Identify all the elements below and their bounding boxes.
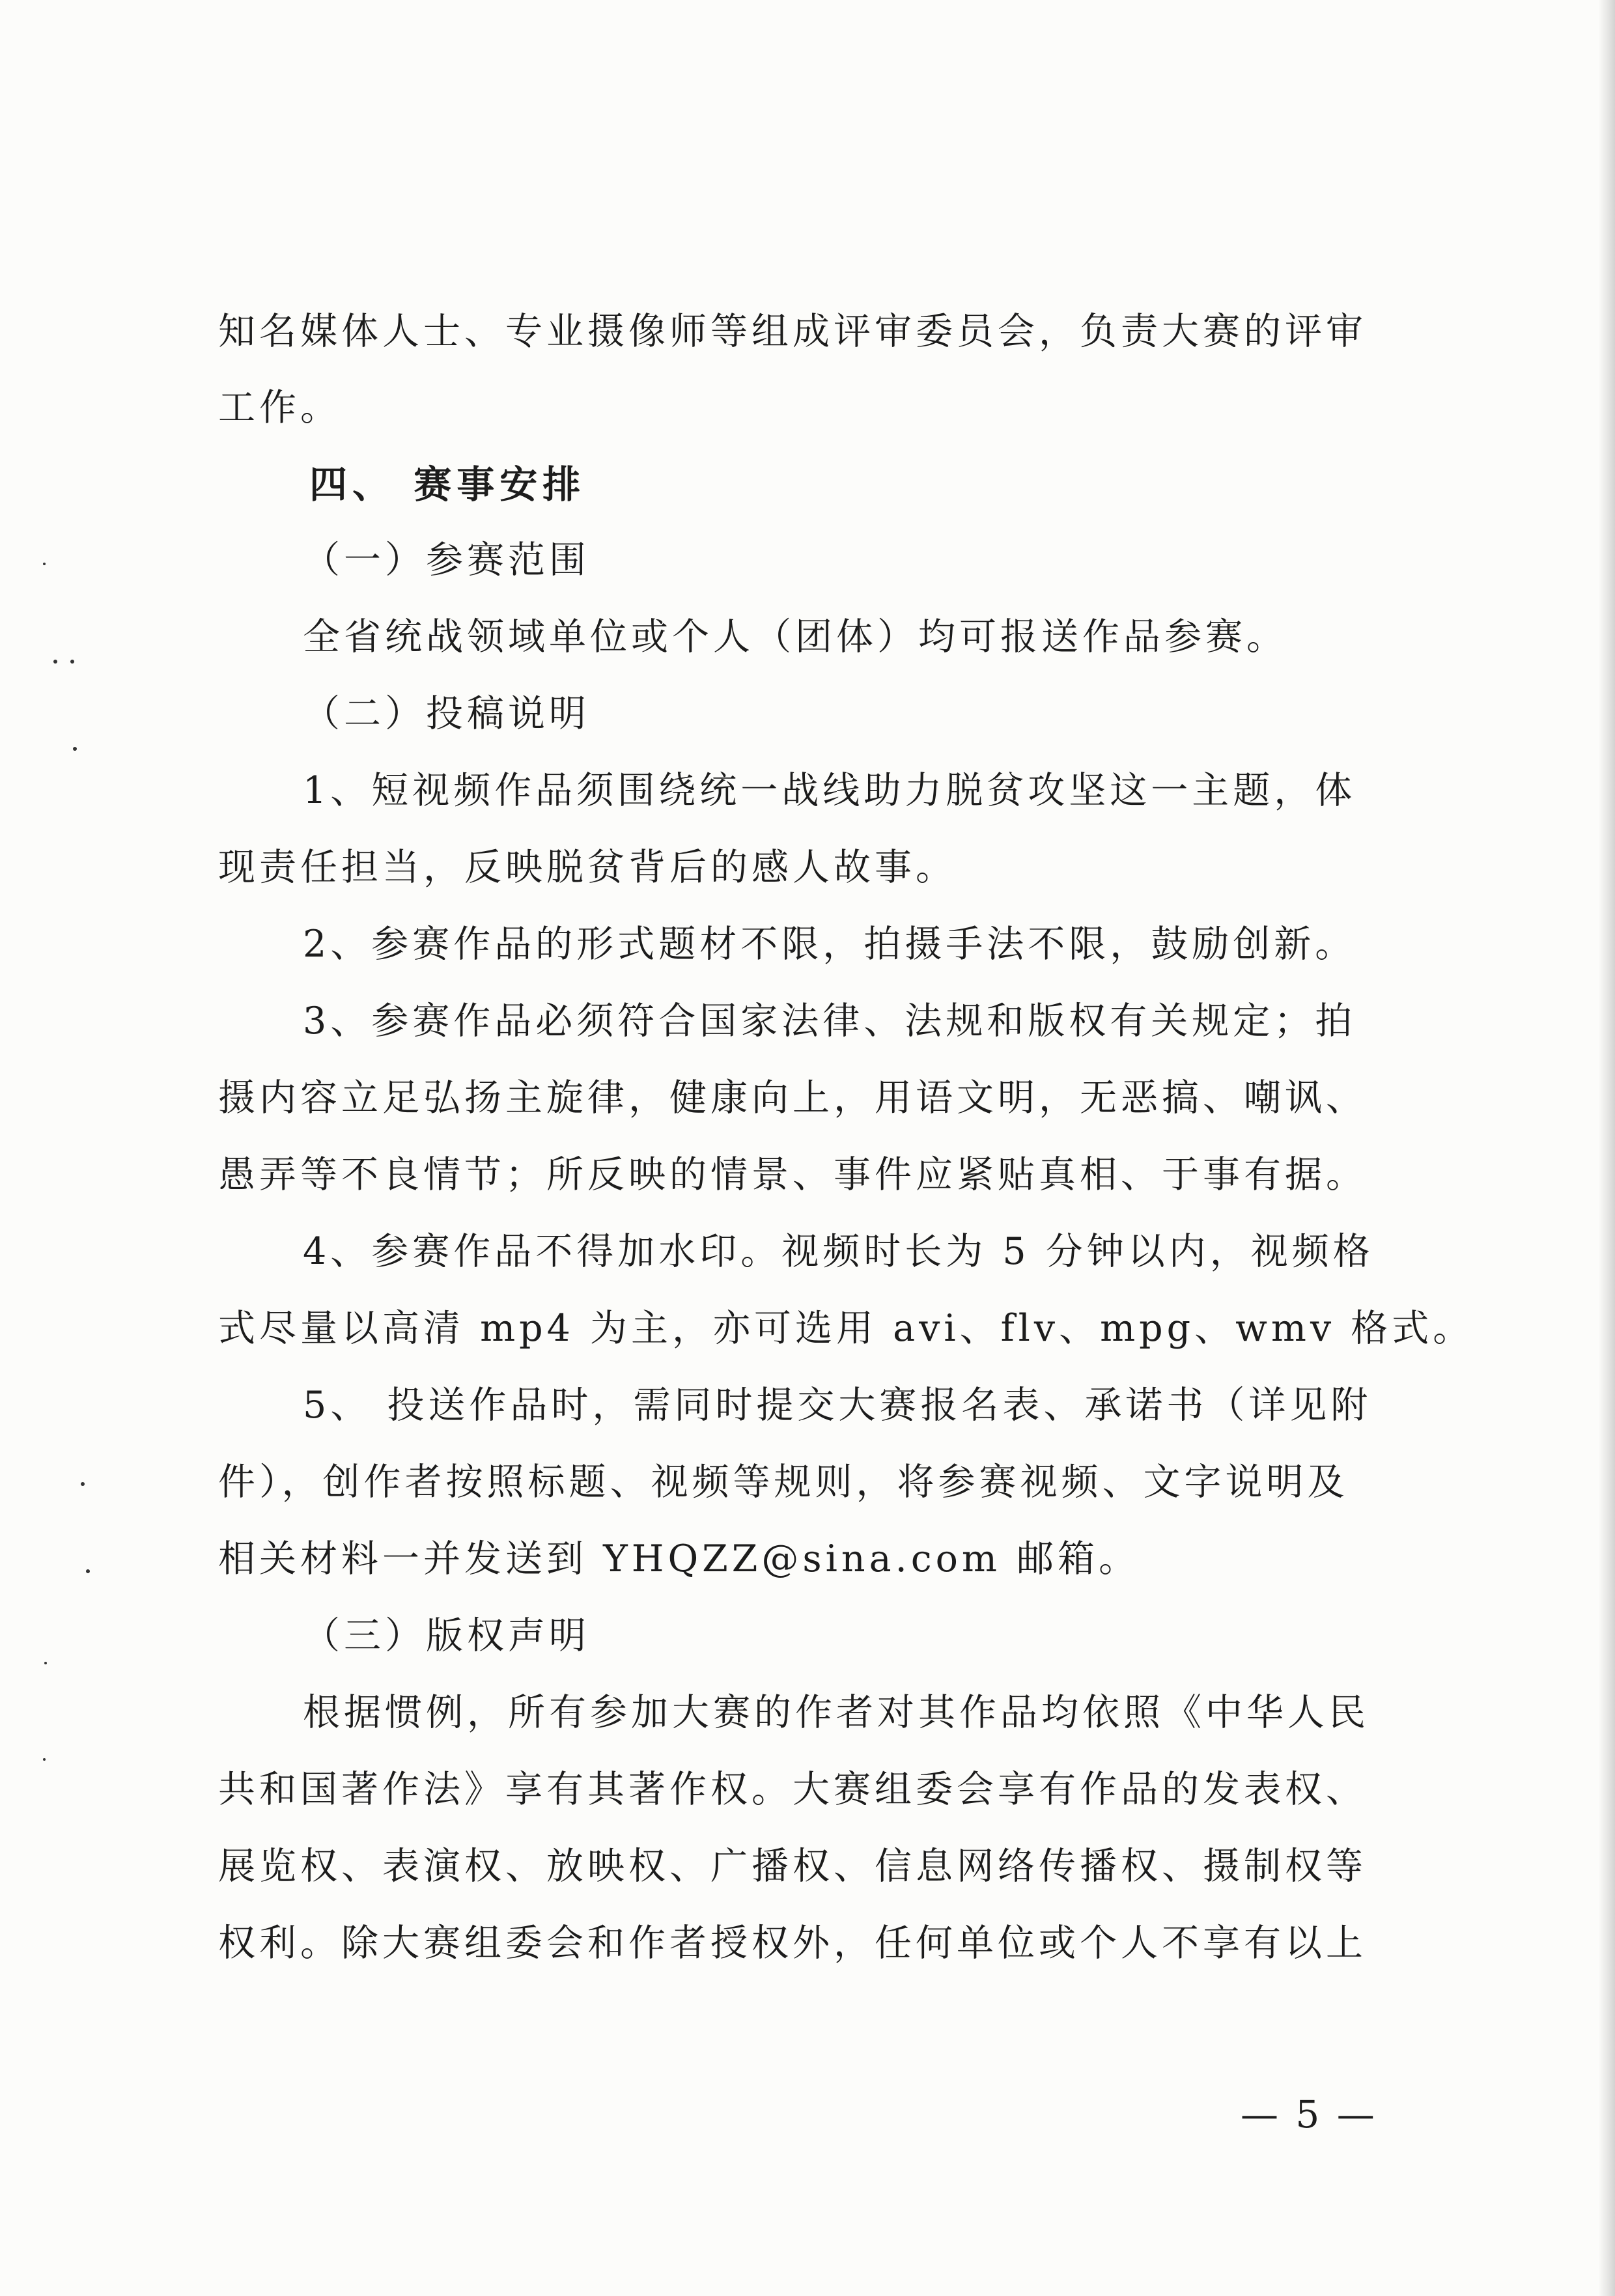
paragraph-line: 1、短视频作品须围绕统一战线助力脱贫攻坚这一主题，体 [303, 769, 1356, 812]
paragraph-line: 全省统战领域单位或个人（团体）均可报送作品参赛。 [303, 615, 1287, 658]
paragraph-line: 相关材料一并发送到 YHQZZ@sina.com 邮箱。 [218, 1537, 1140, 1580]
paragraph-line: 3、参赛作品必须符合国家法律、法规和版权有关规定；拍 [303, 1000, 1356, 1043]
paragraph-line: 工作。 [218, 386, 341, 429]
paragraph-line: 摄内容立足弘扬主旋律，健康向上，用语文明，无恶搞、嘲讽、 [218, 1076, 1367, 1119]
paragraph-line: 式尽量以高清 mp4 为主，亦可选用 avi、flv、mpg、wmv 格式。 [218, 1307, 1474, 1350]
scan-speck [81, 1482, 85, 1486]
subsection-heading: （二）投稿说明 [303, 692, 590, 735]
paragraph-line: 共和国著作法》享有其著作权。大赛组委会享有作品的发表权、 [218, 1768, 1367, 1811]
subsection-heading: （三）版权声明 [303, 1614, 590, 1657]
scan-speck [53, 660, 57, 664]
scan-speck [70, 660, 74, 664]
paragraph-line: 展览权、表演权、放映权、广播权、信息网络传播权、摄制权等 [218, 1845, 1367, 1888]
scan-speck [73, 747, 77, 751]
scan-edge-shadow [1598, 0, 1615, 2296]
scan-speck [44, 1662, 47, 1664]
page-number: — 5 — [1241, 2092, 1377, 2136]
scan-speck [86, 1569, 90, 1573]
paragraph-line: 现责任担当，反映脱贫背后的感人故事。 [218, 846, 957, 889]
scan-speck [43, 563, 46, 565]
paragraph-line: 知名媒体人士、专业摄像师等组成评审委员会，负责大赛的评审 [218, 310, 1367, 353]
subsection-heading: （一）参赛范围 [303, 539, 590, 581]
paragraph-line: 4、参赛作品不得加水印。视频时长为 5 分钟以内，视频格 [303, 1230, 1374, 1273]
paragraph-line: 根据惯例，所有参加大赛的作者对其作品均依照《中华人民 [303, 1691, 1369, 1734]
paragraph-line: 愚弄等不良情节；所反映的情景、事件应紧贴真相、于事有据。 [218, 1153, 1367, 1196]
paragraph-line: 权利。除大赛组委会和作者授权外，任何单位或个人不享有以上 [218, 1922, 1367, 1965]
paragraph-line: 2、参赛作品的形式题材不限，拍摄手法不限，鼓励创新。 [303, 923, 1356, 966]
scan-speck [43, 1758, 46, 1761]
paragraph-line: 5、 投送作品时，需同时提交大赛报名表、承诺书（详见附 [303, 1384, 1372, 1427]
section-heading: 四、 赛事安排 [309, 462, 586, 507]
paragraph-line: 件），创作者按照标题、视频等规则，将参赛视频、文字说明及 [218, 1461, 1349, 1504]
